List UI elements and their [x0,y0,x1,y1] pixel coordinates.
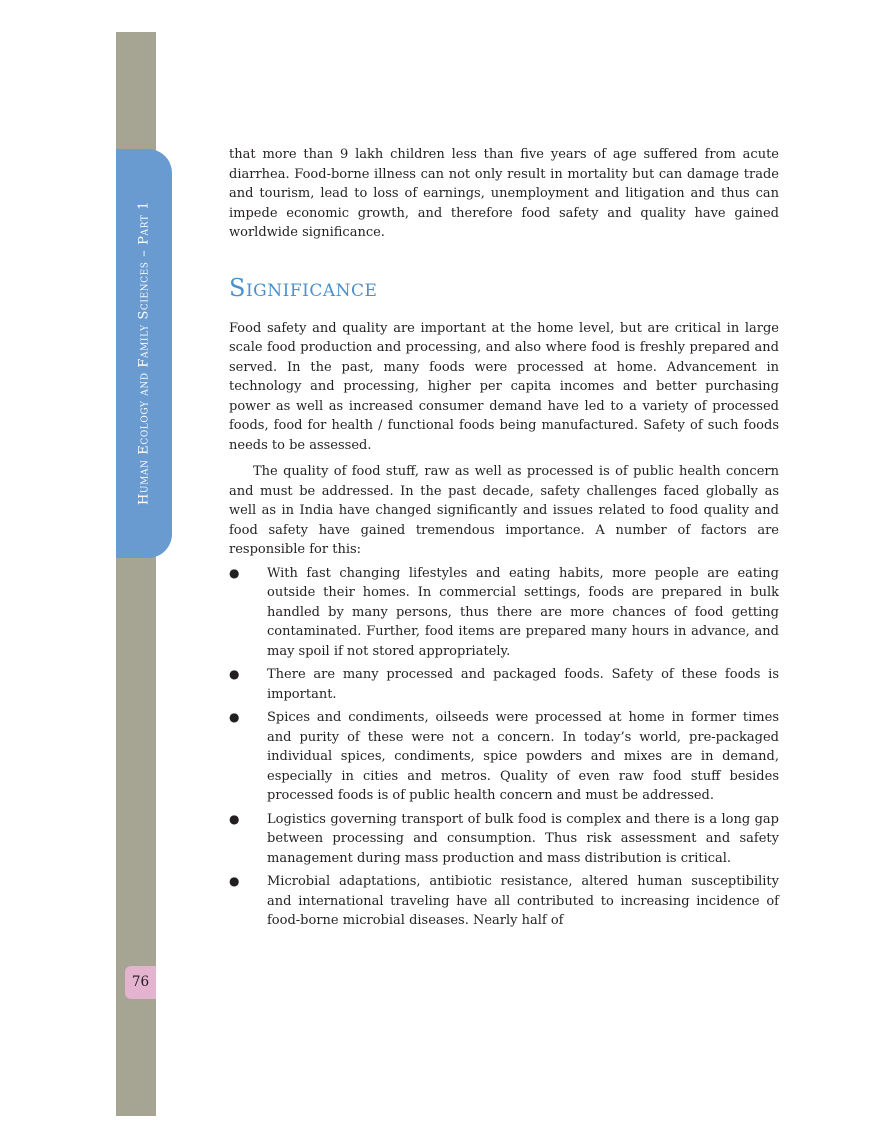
section-heading: Significance [229,273,378,302]
paragraph-1: Food safety and quality are important at the home level, but are critical in large scale food production and processing, and also where food is freshly prepared and served. In the past, many foods were processed at home. Advancement in technology and processing, higher per capita incomes and better purchasing power as well as increased consumer demand have led to a variety of processed foods, food for health / functional foods being manufactured. Safety of such foods needs to be assessed. [229,320,779,453]
list-item [229,665,779,704]
bullet-icon: ● [229,811,240,826]
list-item-text: Logistics governing transport of bulk food is complex and there is a long gap between processing and consumption. Thus risk assessment and safety management during mass production and mass distribution is critical. [267,811,779,866]
running-title: Human Ecology and Family Sciences – Part 1 [136,201,152,505]
intro-paragraph: that more than 9 lakh children less than five years of age suffered from acute diarrhea. Food-borne illness can not only result in mortality but can damage trade and tourism, lead to loss of earnings, unemployment and litigation and thus can impede economic growth, and therefore food safety and quality have gained worldwide significance. [229,147,779,240]
paragraph-2: The quality of food stuff, raw as well as processed is of public health concern and must be addressed. In the past decade, safety challenges faced globally as well as in India have changed significantly and issues related to food quality and food safety have gained tremendous importance. A number of factors are responsible for this: [229,464,779,557]
page-number: 76 [125,966,156,999]
bullet-icon: ● [229,667,240,681]
list-item [229,810,779,869]
page-content [229,145,779,935]
factor-list [229,564,779,931]
bullet-icon: ● [229,565,240,580]
list-item-text: Spices and condiments, oilseeds were processed at home in former times and purity of these were not a concern. In today’s world, pre-packaged individual spices, condiments, spice powders and mixes are in demand, especially in cities and metros. Quality of even raw food stuff besides processed foods is of public health concern and must be addressed. [267,710,779,803]
list-item-text: Microbial adaptations, antibiotic resistance, altered human susceptibility and international traveling have all contributed to increasing incidence of food-borne microbial diseases. Nearly half of [267,874,779,928]
bullet-icon: ● [229,710,240,724]
list-item-text: There are many processed and packaged foods. Safety of these foods is important. [267,667,779,702]
bullet-icon: ● [229,874,240,888]
list-item [229,564,779,662]
list-item-text: With fast changing lifestyles and eating habits, more people are eating outside their homes. In commercial settings, foods are prepared in bulk handled by many persons, thus there are more chances of food getting contaminated. Further, food items are prepared many hours in advance, and may spoil if not stored appropriately. [267,565,779,659]
list-item [229,708,779,806]
list-item [229,872,779,931]
